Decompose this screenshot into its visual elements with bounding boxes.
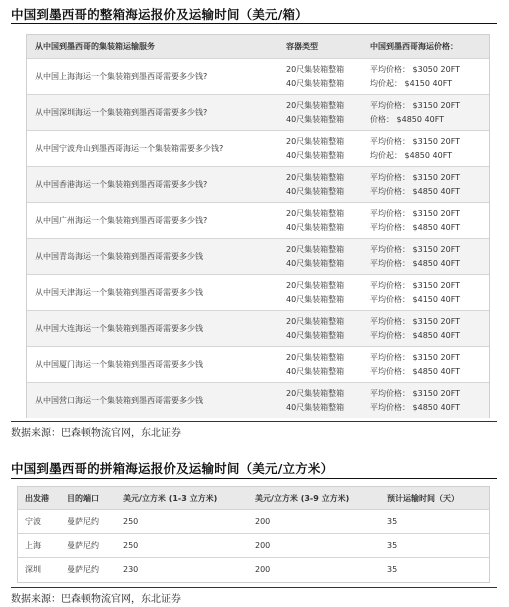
container-40ft: 40尺集装箱整箱 — [286, 114, 345, 124]
section2-title: 中国到墨西哥的拼箱海运报价及运输时间（美元/立方米） — [11, 461, 334, 476]
table-row — [27, 203, 489, 239]
container-type-cell — [281, 203, 365, 239]
route-cell: 从中国天津海运一个集装箱到墨西哥需要多少钱 — [27, 275, 281, 311]
section1-top-rule — [11, 23, 497, 24]
price-cell — [365, 131, 489, 167]
price-40ft: 平均价格： $4850 40FT — [370, 258, 461, 268]
section2-top-rule — [11, 478, 497, 479]
price-40ft: 平均价格： $4850 40FT — [370, 186, 461, 196]
section1-source: 数据来源：巴森顿物流官网，东北证券 — [11, 428, 181, 439]
price-3-9-cell: 200 — [248, 558, 380, 582]
table-row — [27, 59, 489, 95]
price-cell — [365, 203, 489, 239]
destination-port-cell: 曼萨尼约 — [60, 534, 116, 558]
price-20ft: 平均价格： $3150 20FT — [370, 352, 461, 362]
container-40ft: 40尺集装箱整箱 — [286, 330, 345, 340]
header-price-1-3: 美元/立方米 (1-3 立方米) — [116, 487, 248, 510]
route-cell: 从中国宁波舟山到墨西哥海运一个集装箱需要多少钱? — [27, 131, 281, 167]
price-1-3-cell: 230 — [116, 558, 248, 582]
origin-port-cell: 深圳 — [18, 558, 60, 582]
price-40ft: 平均价格： $4850 40FT — [370, 222, 461, 232]
price-3-9-cell: 200 — [248, 510, 380, 534]
price-cell — [365, 275, 489, 311]
table-row — [27, 95, 489, 131]
price-cell — [365, 167, 489, 203]
table-row — [18, 510, 489, 534]
container-type-cell — [281, 95, 365, 131]
container-type-cell — [281, 167, 365, 203]
price-20ft: 平均价格： $3150 20FT — [370, 100, 461, 110]
price-1-3-cell: 250 — [116, 534, 248, 558]
header-price-3-9: 美元/立方米 (3-9 立方米) — [248, 487, 380, 510]
origin-port-cell: 宁波 — [18, 510, 60, 534]
price-40ft: 价格： $4850 40FT — [370, 114, 445, 124]
container-20ft: 20尺集装箱整箱 — [286, 100, 345, 110]
price-20ft: 平均价格： $3050 20FT — [370, 64, 461, 74]
price-cell — [365, 383, 489, 419]
container-40ft: 40尺集装箱整箱 — [286, 78, 345, 88]
container-type-cell — [281, 275, 365, 311]
container-20ft: 20尺集装箱整箱 — [286, 280, 345, 290]
price-40ft: 平均价格： $4850 40FT — [370, 402, 461, 412]
table-row — [27, 347, 489, 383]
route-cell: 从中国营口海运一个集装箱到墨西哥需要多少钱 — [27, 383, 281, 419]
route-cell: 从中国大连海运一个集装箱到墨西哥需要多少钱 — [27, 311, 281, 347]
transit-time-cell: 35 — [380, 534, 489, 558]
price-cell — [365, 95, 489, 131]
container-40ft: 40尺集装箱整箱 — [286, 294, 345, 304]
route-cell: 从中国香港海运一个集装箱到墨西哥需要多少钱? — [27, 167, 281, 203]
route-cell: 从中国青岛海运一个集装箱到墨西哥需要多少钱 — [27, 239, 281, 275]
price-cell — [365, 311, 489, 347]
fcl-price-table — [26, 34, 490, 418]
section1-title: 中国到墨西哥的整箱海运报价及运输时间（美元/箱） — [11, 7, 308, 22]
transit-time-cell: 35 — [380, 510, 489, 534]
table-header-row — [18, 487, 489, 510]
price-cell — [365, 59, 489, 95]
container-type-cell — [281, 383, 365, 419]
container-type-cell — [281, 347, 365, 383]
price-40ft: 均价起： $4150 40FT — [370, 78, 453, 88]
section2-source: 数据来源：巴森顿物流官网，东北证券 — [11, 594, 181, 605]
route-cell: 从中国上海海运一个集装箱到墨西哥需要多少钱? — [27, 59, 281, 95]
lcl-price-table — [17, 486, 490, 583]
container-20ft: 20尺集装箱整箱 — [286, 352, 345, 362]
container-40ft: 40尺集装箱整箱 — [286, 222, 345, 232]
origin-port-cell: 上海 — [18, 534, 60, 558]
table-row — [27, 383, 489, 419]
header-price: 中国到墨西哥海运价格： — [365, 35, 489, 59]
container-20ft: 20尺集装箱整箱 — [286, 172, 345, 182]
transit-time-cell: 35 — [380, 558, 489, 582]
container-20ft: 20尺集装箱整箱 — [286, 388, 345, 398]
table-row — [27, 311, 489, 347]
price-40ft: 平均价格： $4150 40FT — [370, 294, 461, 304]
container-type-cell — [281, 59, 365, 95]
price-20ft: 平均价格： $3150 20FT — [370, 208, 461, 218]
container-40ft: 40尺集装箱整箱 — [286, 366, 345, 376]
container-20ft: 20尺集装箱整箱 — [286, 208, 345, 218]
section2-bottom-rule — [11, 587, 497, 588]
container-20ft: 20尺集装箱整箱 — [286, 136, 345, 146]
container-40ft: 40尺集装箱整箱 — [286, 402, 345, 412]
container-20ft: 20尺集装箱整箱 — [286, 244, 345, 254]
price-cell — [365, 239, 489, 275]
header-origin-port: 出发港 — [18, 487, 60, 510]
container-40ft: 40尺集装箱整箱 — [286, 150, 345, 160]
table-header-row — [27, 35, 489, 59]
container-type-cell — [281, 239, 365, 275]
destination-port-cell: 曼萨尼约 — [60, 510, 116, 534]
price-20ft: 平均价格： $3150 20FT — [370, 244, 461, 254]
container-20ft: 20尺集装箱整箱 — [286, 64, 345, 74]
price-40ft: 平均价格： $4850 40FT — [370, 366, 461, 376]
container-20ft: 20尺集装箱整箱 — [286, 316, 345, 326]
price-40ft: 平均价格： $4850 40FT — [370, 330, 461, 340]
container-type-cell — [281, 311, 365, 347]
price-40ft: 均价起： $4850 40FT — [370, 150, 453, 160]
price-3-9-cell: 200 — [248, 534, 380, 558]
container-40ft: 40尺集装箱整箱 — [286, 186, 345, 196]
destination-port-cell: 曼萨尼约 — [60, 558, 116, 582]
header-service: 从中国到墨西哥的集装箱运输服务 — [27, 35, 281, 59]
table-row — [27, 239, 489, 275]
table-row — [18, 558, 489, 582]
section1-bottom-rule — [11, 421, 497, 422]
table-row — [27, 167, 489, 203]
price-1-3-cell: 250 — [116, 510, 248, 534]
route-cell: 从中国深圳海运一个集装箱到墨西哥需要多少钱? — [27, 95, 281, 131]
route-cell: 从中国广州海运一个集装箱到墨西哥需要多少钱? — [27, 203, 281, 239]
table-row — [18, 534, 489, 558]
route-cell: 从中国厦门海运一个集装箱到墨西哥需要多少钱 — [27, 347, 281, 383]
container-type-cell — [281, 131, 365, 167]
container-40ft: 40尺集装箱整箱 — [286, 258, 345, 268]
price-20ft: 平均价格： $3150 20FT — [370, 316, 461, 326]
header-container-type: 容器类型 — [281, 35, 365, 59]
price-cell — [365, 347, 489, 383]
price-20ft: 平均价格： $3150 20FT — [370, 172, 461, 182]
price-20ft: 平均价格： $3150 20FT — [370, 136, 461, 146]
table-row — [27, 275, 489, 311]
price-20ft: 平均价格： $3150 20FT — [370, 280, 461, 290]
price-20ft: 平均价格： $3150 20FT — [370, 388, 461, 398]
header-transit-time: 预计运输时间（天） — [380, 487, 489, 510]
table-row — [27, 131, 489, 167]
header-destination-port: 目的端口 — [60, 487, 116, 510]
